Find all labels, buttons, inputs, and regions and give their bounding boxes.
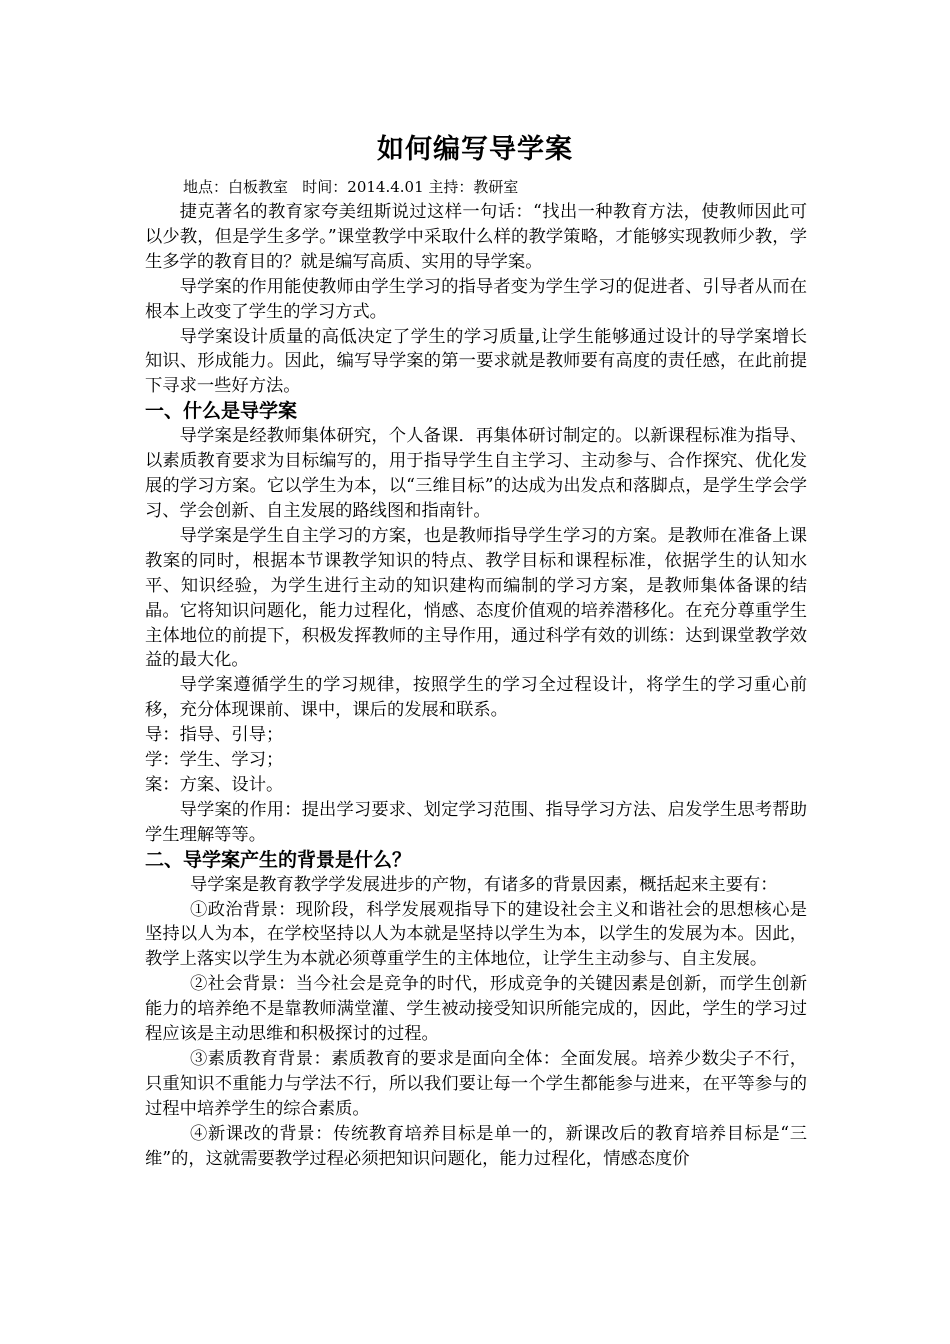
- section-1-paragraph-3: 导学案遵循学生的学习规律，按照学生的学习全过程设计，将学生的学习重心前移，充分体现课前、课中，课后的发展和联系。: [145, 675, 807, 721]
- meeting-info: 地点：白板教室 时间：2014.4.01 主持：教研室: [183, 178, 519, 196]
- section-1-paragraph-2: 导学案是学生自主学习的方案，也是教师指导学生学习的方案。是教师在准备上课教案的同时，根据本节课教学知识的特点、教学目标和课程标准，依据学生的认知水平、知识经验，为学生进行主动的知识建构而编制的学习方案，是教师集体备课的结晶。它将知识问题化，能力过程化，悄感、态度价值观的培养潜移化。在充分尊重学生主体地位的前提下，积极发挥教师的主导作用，通过科学有效的训练：达到课堂教学效益的最大化。: [145, 525, 807, 671]
- background-item-social: ②社会背景：当今社会是竞争的时代，形成竞争的关键因素是创新，而学生创新能力的培养绝不是靠教师满堂灌、学生被动接受知识所能完成的，因此，学生的学习过程应该是主动思维和积极探讨的过程。: [145, 974, 807, 1045]
- background-item-curriculum-reform: ④新课改的背景：传统教育培养目标是单一的，新课改后的教育培养目标是“三维”的，这就需要教学过程必须把知识问题化，能力过程化，情感态度价: [145, 1123, 807, 1169]
- background-item-quality-education: ③素质教育背景：素质教育的要求是面向全体：全面发展。培养少数尖子不行，只重知识不重能力与学法不行，所以我们要让每一个学生都能参与进来，在平等参与的过程中培养学生的综合素质。: [145, 1049, 807, 1119]
- section-1-closing: 导学案的作用：提出学习要求、划定学习范围、指导学习方法、启发学生思考帮助学生理解等等。: [145, 799, 807, 845]
- definition-item-learn: 学：学生、学习；: [145, 750, 284, 771]
- intro-paragraph-1: 捷克著名的教育家夸美纽斯说过这样一句话：“找出一种教育方法，使教师因此可以少教，但是学生多学。”课堂教学中采取什么样的教学策略，才能够实现教师少教，学生多学的教育目的？就是编写高质、实用的导学案。: [145, 202, 807, 272]
- section-1-paragraph-1: 导学案是经教师集体研究，个人备课．再集体研讨制定的。以新课程标准为指导、以素质教育要求为目标编写的，用于指导学生自主学习、主动参与、合作探究、优化发展的学习方案。它以学生为本，以“三维目标”的达成为出发点和落脚点，是学生学会学习、学会创新、自主发展的路线图和指南针。: [145, 426, 807, 521]
- document-title: 如何编写导学案: [377, 134, 573, 165]
- background-item-political: ①政治背景：现阶段，科学发展观指导下的建设社会主义和谐社会的思想核心是坚持以人为本，在学校坚持以人为本就是坚持以学生为本，以学生的发展为本。因此，教学上落实以学生为本就必须尊重学生的主体地位，让学生主动参与、自主发展。: [145, 899, 807, 970]
- section-1-heading: 一、什么是导学案: [145, 400, 298, 423]
- document-body: [145, 200, 807, 1172]
- definition-item-guide: 导：指导、引导；: [145, 725, 284, 746]
- definition-item-plan: 案：方案、设计。: [145, 774, 284, 795]
- section-2-intro: 导学案是教育教学学发展进步的产物，有诸多的背景因素，概括起来主要有：: [189, 874, 778, 895]
- intro-paragraph-3: 导学案设计质量的高低决定了学生的学习质量,让学生能够通过设计的导学案增长知识、形成能力。因此，编写导学案的第一要求就是教师要有高度的责任感，在此前提下寻求一些好方法。: [145, 326, 807, 397]
- intro-paragraph-2: 导学案的作用能使教师由学生学习的指导者变为学生学习的促进者、引导者从而在根本上改变了学生的学习方式。: [145, 276, 807, 322]
- section-2-heading: 二、导学案产生的背景是什么？: [145, 848, 412, 871]
